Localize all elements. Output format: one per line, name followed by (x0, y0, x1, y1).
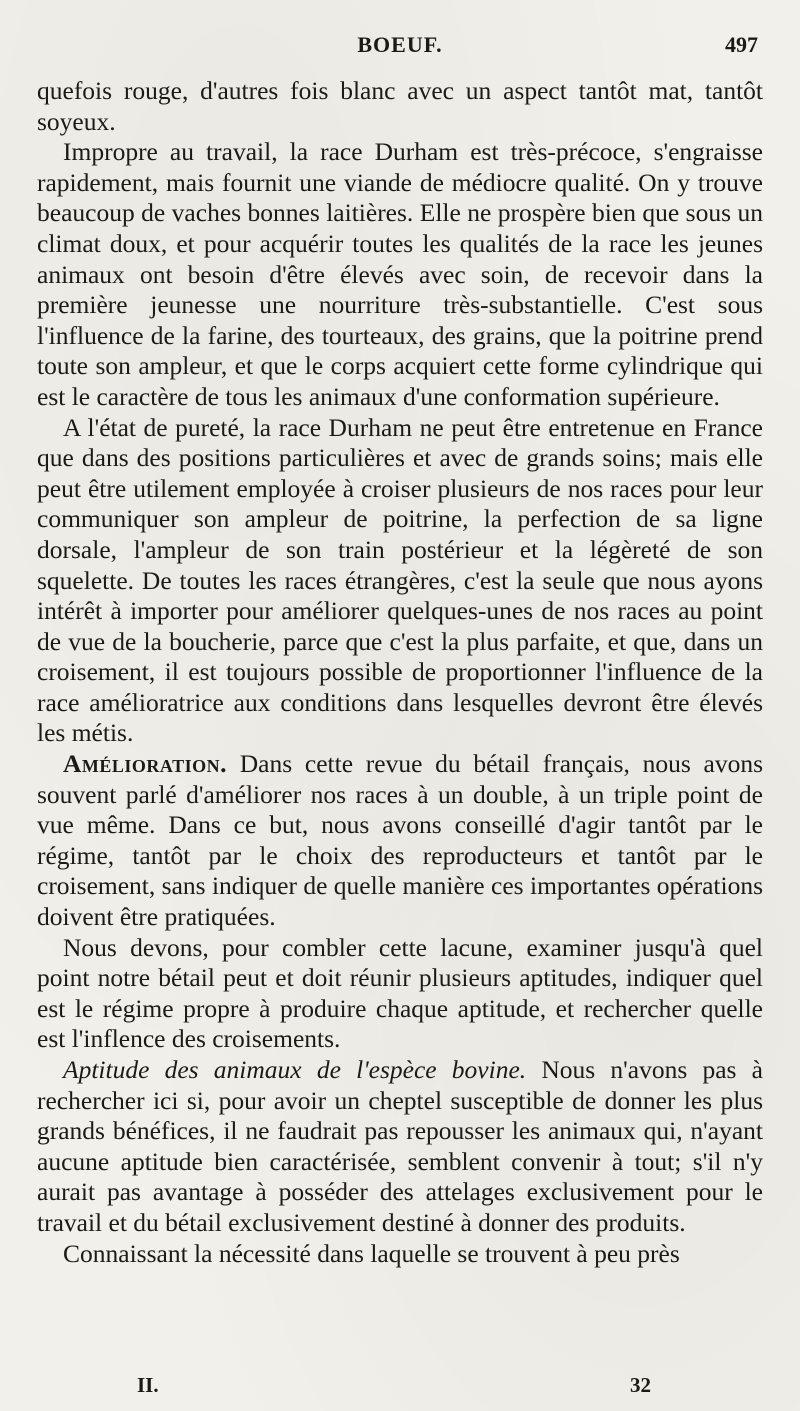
body-text (37, 76, 763, 1269)
paragraph-durham-qualities (37, 137, 763, 412)
paragraph-text: Nous devons, pour combler cette lacune, examiner jusqu'à quel point notre bétail peut et doit réunir plusieurs aptitudes, indiquer quel est le régime propre à produire chaque aptitude, et rechercher quelle est l'inflence des croisements. (37, 932, 763, 1054)
running-title: BOEUF. (357, 32, 443, 57)
paragraph-text: quefois rouge, d'autres fois blanc avec un aspect tantôt mat, tantôt soyeux. (37, 76, 763, 136)
page-header (0, 26, 800, 66)
page-number: 497 (725, 32, 758, 57)
paragraph-text: Nous n'avons pas à rechercher ici si, pour avoir un cheptel susceptible de donner les plus grands bénéfices, il ne faudrait pas repousser les animaux qui, n'ayant aucune aptitude bien caractérisée, semblent convenir à tout; s'il n'y aurait pas avantage à posséder des attelages exclusivement pour le travail et du bétail exclusivement destiné à donner des produits. (37, 1055, 763, 1237)
paragraph-aptitude (37, 1055, 763, 1239)
paragraph-lacune (37, 933, 763, 1055)
section-lead-aptitude: Aptitude des animaux de l'espèce bovine. (63, 1055, 527, 1084)
paragraph-text: A l'état de pureté, la race Durham ne peut être entretenue en France que dans des positions particulières et avec de grands soins; mais elle peut être utilement employée à croiser plusieurs de nos races pour leur communiquer son ampleur de poitrine, la perfection de sa ligne dorsale, l'ampleur de son train postérieur et la légèreté de son squelette. De toutes les races étrangères, c'est la seule que nous ayons intérêt à importer pour améliorer quelques-unes de nos races au point de vue de la boucherie, parce que c'est la plus parfaite, et que, dans un croisement, il est toujours possible de proportionner l'influence de la race amélioratrice aux conditions dans lesquelles devront être élevés les métis. (37, 412, 763, 748)
paragraph-connaissant (37, 1239, 763, 1270)
paragraph-durham-purity (37, 413, 763, 750)
volume-signature: II. (137, 1373, 159, 1397)
section-lead-amelioration: Amélioration. (63, 749, 227, 779)
paragraph-continuation (37, 76, 763, 137)
paragraph-amelioration (37, 749, 763, 933)
page-footer (0, 1373, 800, 1401)
sheet-number: 32 (630, 1373, 651, 1397)
paragraph-text: Connaissant la nécessité dans laquelle se trouvent à peu près (63, 1238, 680, 1268)
paragraph-text: Impropre au travail, la race Durham est très-précoce, s'engraisse rapidement, mais fournit une viande de médiocre qualité. On y trouve beaucoup de vaches bonnes laitières. Elle ne prospère bien que sous un climat doux, et pour acquérir toutes les qualités de la race les jeunes animaux ont besoin d'être élevés avec soin, de recevoir dans la première jeunesse une nourriture très-substantielle. C'est sous l'influence de la farine, des tourteaux, des grains, que la poitrine prend toute son ampleur, et que le corps acquiert cette forme cylindrique qui est le caractère de tous les animaux d'une conformation supérieure. (37, 137, 763, 411)
paragraph-text: Dans cette revue du bétail français, nous avons souvent parlé d'améliorer nos races à un double, à un triple point de vue même. Dans ce but, nous avons conseillé d'agir tantôt par le régime, tantôt par le choix des reproducteurs et tantôt par le croisement, sans indiquer de quelle manière ces importantes opérations doivent être pratiquées. (37, 749, 763, 932)
